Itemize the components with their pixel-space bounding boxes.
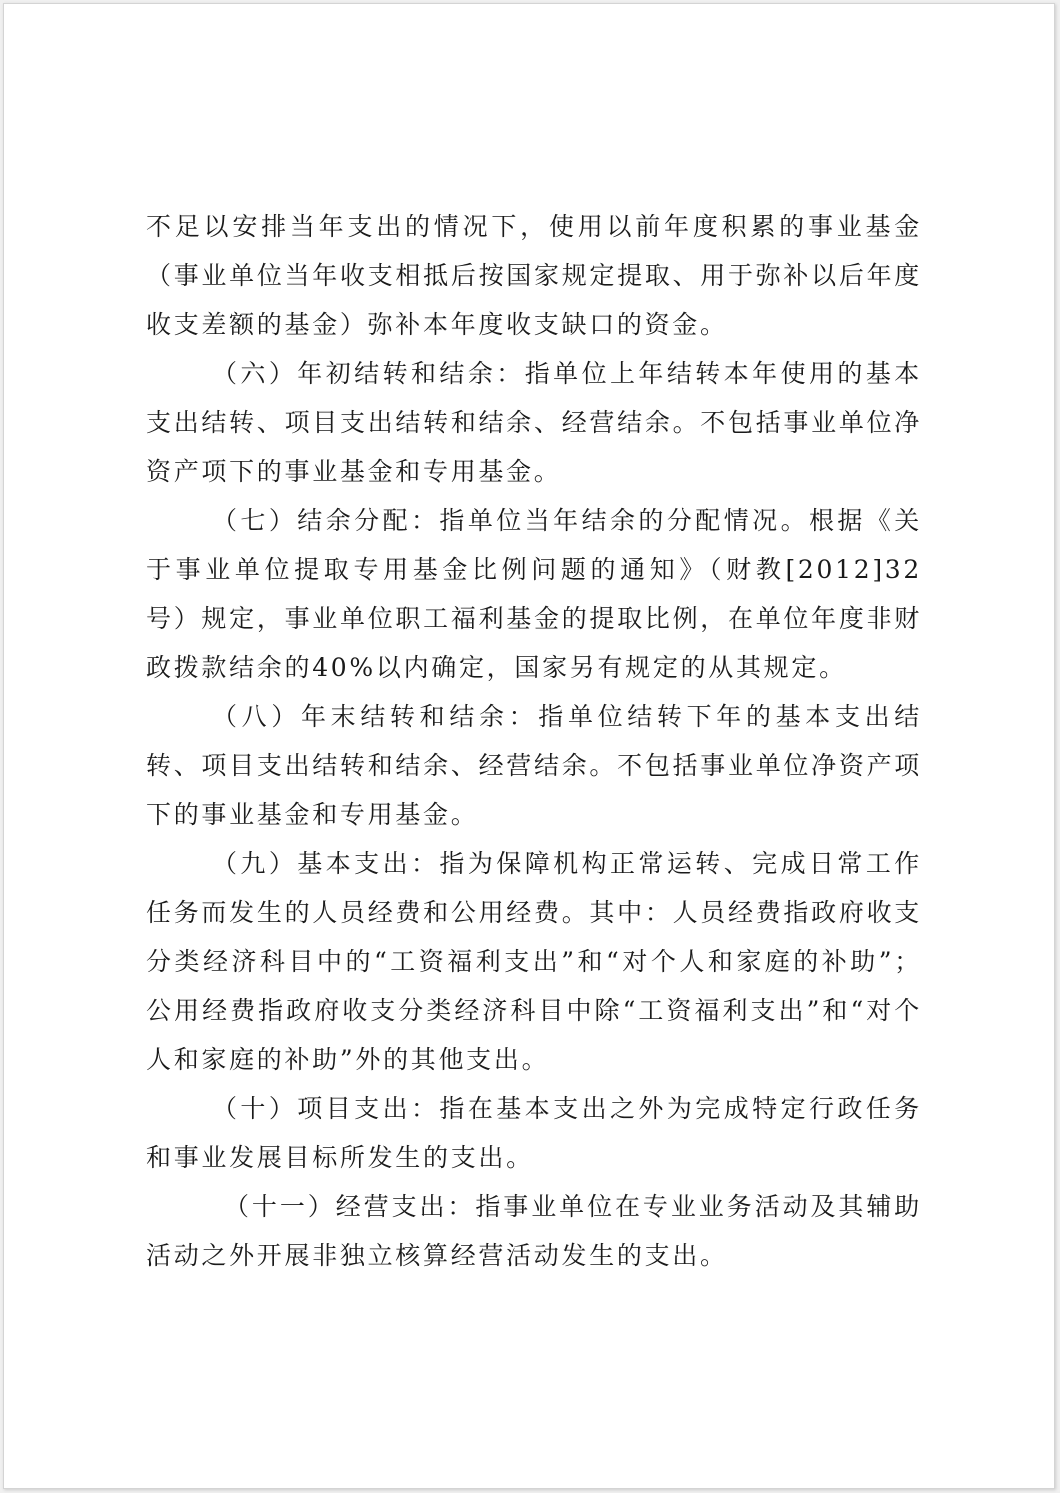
paragraph-item-6: （六）年初结转和结余：指单位上年结转本年使用的基本支出结转、项目支出结转和结余、经营结余。不包括事业单位净资产项下的事业基金和专用基金。	[146, 359, 922, 486]
paragraph-item-8: （八）年末结转和结余：指单位结转下年的基本支出结转、项目支出结转和结余、经营结余。不包括事业单位净资产项下的事业基金和专用基金。	[146, 702, 922, 829]
document-page	[3, 3, 1055, 1489]
paragraph-item-10: （十）项目支出：指在基本支出之外为完成特定行政任务和事业发展目标所发生的支出。	[146, 1094, 922, 1172]
paragraph-item-7: （七）结余分配：指单位当年结余的分配情况。根据《关于事业单位提取专用基金比例问题的通知》（财教[2012]32号）规定，事业单位职工福利基金的提取比例，在单位年度非财政拨款结余的40%以内确定，国家另有规定的从其规定。	[146, 506, 922, 682]
document-body	[146, 202, 922, 1280]
paragraph-item-11: （十一）经营支出：指事业单位在专业业务活动及其辅助活动之外开展非独立核算经营活动发生的支出。	[146, 1192, 922, 1270]
paragraph-item-9: （九）基本支出：指为保障机构正常运转、完成日常工作任务而发生的人员经费和公用经费。其中：人员经费指政府收支分类经济科目中的“工资福利支出”和“对个人和家庭的补助”；公用经费指政府收支分类经济科目中除“工资福利支出”和“对个人和家庭的补助”外的其他支出。	[146, 849, 922, 1074]
paragraph-continuation: 不足以安排当年支出的情况下，使用以前年度积累的事业基金（事业单位当年收支相抵后按国家规定提取、用于弥补以后年度收支差额的基金）弥补本年度收支缺口的资金。	[146, 212, 922, 339]
